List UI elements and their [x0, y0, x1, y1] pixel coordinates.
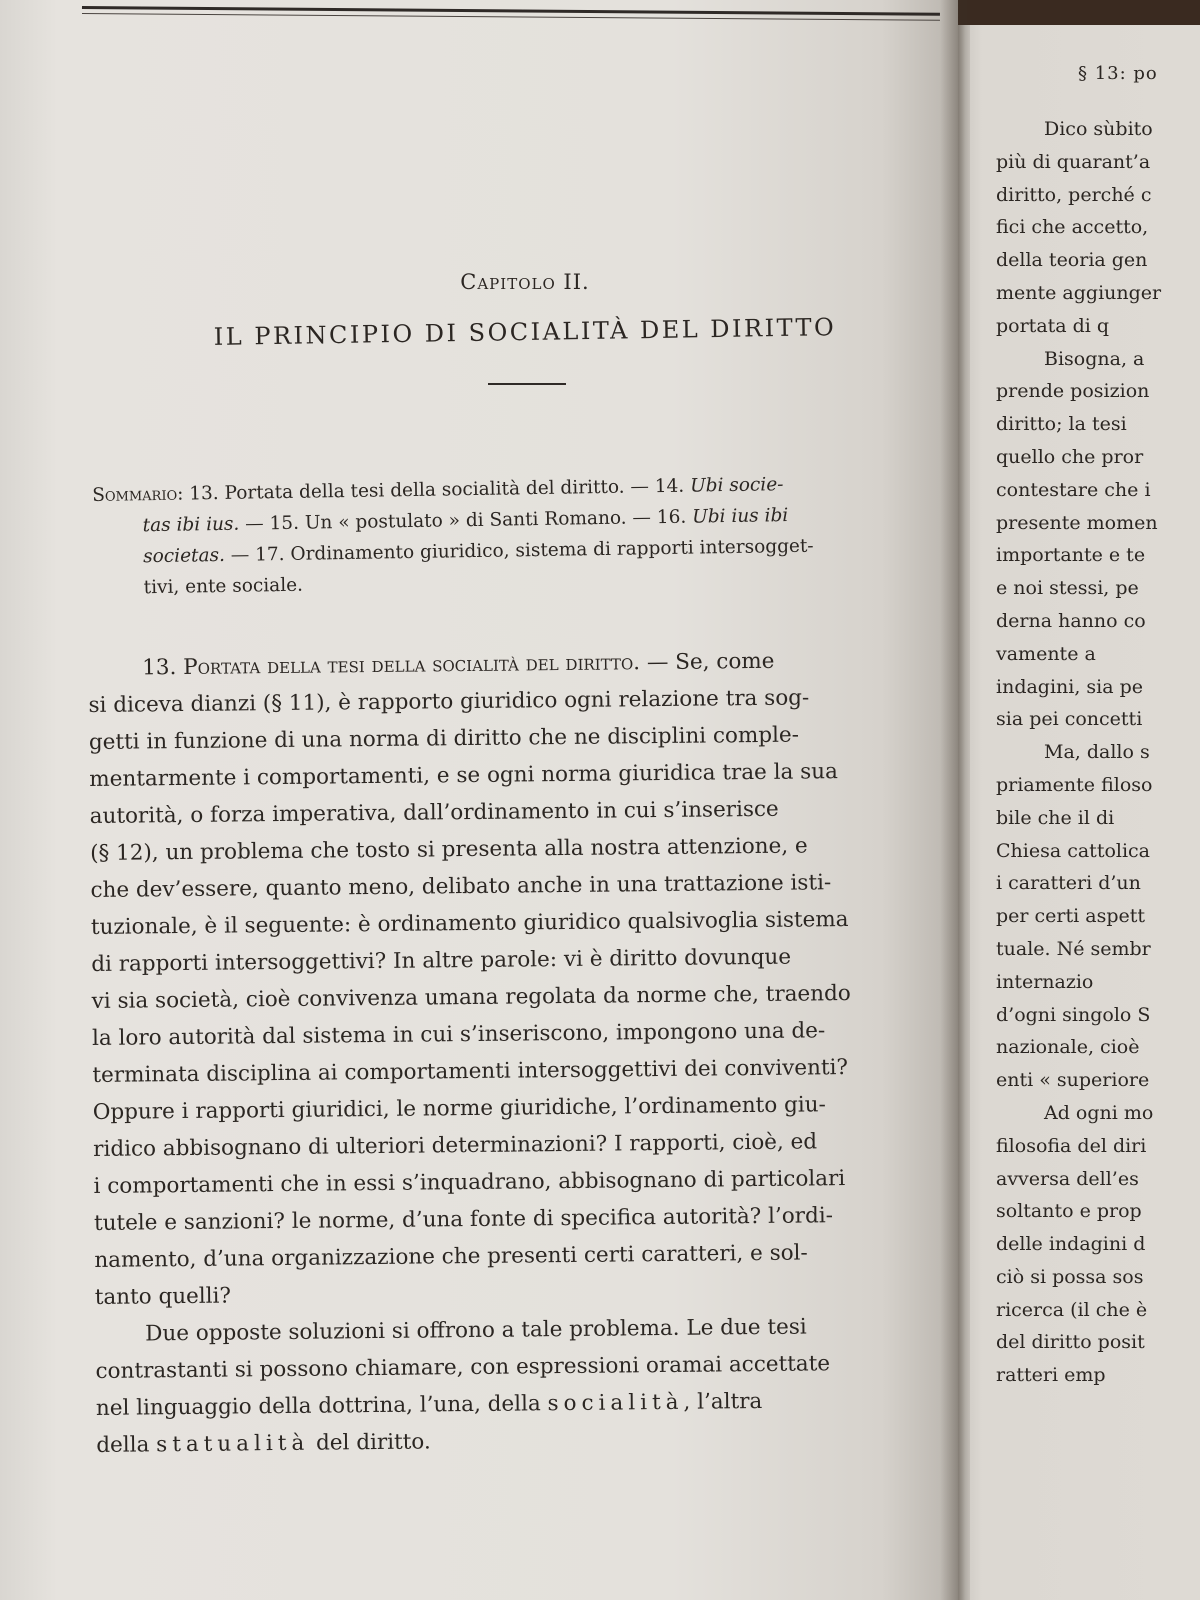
right-page-line: più di quarant’a — [996, 150, 1151, 173]
body-line: Oppure i rapporti giuridici, le norme giuridiche, l’ordinamento giu- — [92, 1092, 826, 1125]
right-page-line: fici che accetto, — [996, 216, 1149, 239]
body-text-run: — Se, come — [639, 648, 775, 676]
right-page-line: priamente filoso — [996, 773, 1153, 796]
right-page-line: portata di q — [996, 314, 1110, 337]
body-text-run: , l’altra — [683, 1388, 763, 1415]
body-line: vi sia società, cioè convivenza umana regolata da norme che, traendo — [91, 981, 851, 1014]
summary-latin: Ubi socie- — [689, 474, 784, 497]
body-line: si diceva dianzi (§ 11), è rapporto giuridico ogni relazione tra sog- — [88, 685, 810, 718]
right-page-line: indagini, sia pe — [996, 675, 1144, 698]
body-line: getti in funzione di una norma di diritto che ne disciplini comple- — [88, 722, 800, 755]
summary-label: Sommario — [92, 483, 178, 506]
summary-latin: tas ibi ius. — [142, 513, 240, 537]
right-page-line: e noi stessi, pe — [996, 577, 1139, 600]
right-page-line: mente aggiunger — [996, 281, 1162, 304]
right-page-line: i caratteri d’un — [996, 872, 1141, 895]
body-line: contrastanti si possono chiamare, con espressioni oramai accettate — [95, 1351, 831, 1384]
right-page-line: quello che pror — [996, 445, 1144, 468]
right-page-line: del diritto posit — [996, 1331, 1145, 1354]
right-page-line: sia pei concetti — [996, 708, 1143, 731]
right-page-line: presente momen — [996, 511, 1158, 534]
right-page-line: ricerca (il che è — [996, 1298, 1148, 1321]
body-line: tutele e sanzioni? le norme, d’una fonte di specifica autorità? l’ordi- — [93, 1203, 834, 1236]
body-line: (§ 12), un problema che tosto si presenta alla nostra attenzione, e — [90, 833, 808, 866]
right-page-text — [996, 113, 1200, 1392]
right-page-line: d’ogni singolo S — [996, 1003, 1151, 1026]
right-page-line: nazionale, cioè — [996, 1036, 1140, 1059]
body-text-run: nel linguaggio della dottrina, l’una, della — [95, 1391, 548, 1421]
right-page-line: bile che il di — [996, 806, 1115, 829]
body-line: autorità, o forza imperativa, dall’ordinamento in cui s’inserisce — [89, 796, 779, 829]
gutter-shadow — [940, 0, 970, 1600]
body-line: Due opposte soluzioni si offrono a tale problema. Le due tesi — [145, 1314, 807, 1347]
right-page-line: diritto, perché c — [996, 183, 1152, 206]
right-page-line: avversa dell’es — [996, 1167, 1139, 1190]
summary-latin: societas. — [143, 544, 226, 568]
chapter-title: IL PRINCIPIO DI SOCIALITÀ DEL DIRITTO — [213, 313, 837, 351]
summary-latin: Ubi ius ibi — [691, 505, 789, 528]
right-page-line: delle indagini d — [996, 1233, 1146, 1256]
right-page-line: ciò si possa sos — [996, 1265, 1144, 1288]
title-rule — [488, 383, 566, 385]
body-line: tanto quelli? — [94, 1283, 232, 1310]
body-line: tuzionale, è il seguente: è ordinamento giuridico qualsivoglia sistema — [90, 907, 849, 940]
right-page-line: contestare che i — [996, 478, 1151, 501]
right-page-line: importante e te — [996, 544, 1146, 567]
body-text — [88, 641, 956, 1464]
body-text-run: della — [96, 1432, 157, 1458]
right-page-line: soltanto e prop — [996, 1200, 1142, 1223]
right-page-line: tuale. Né sembr — [996, 937, 1151, 960]
right-page-line: per certi aspett — [996, 905, 1146, 928]
summary-text: tivi, ente sociale. — [143, 574, 304, 599]
right-page-line: internazio — [996, 970, 1094, 993]
right-page-line: Ma, dallo s — [1044, 741, 1150, 764]
body-line — [96, 1418, 956, 1464]
right-page-line: della teoria gen — [996, 249, 1148, 272]
right-page-line: ratteri emp — [996, 1364, 1106, 1387]
running-header: § 13: po — [1078, 63, 1158, 84]
body-line: ridico abbisognano di ulteriori determinazioni? I rapporti, cioè, ed — [93, 1129, 818, 1162]
spaced-term: statualità — [156, 1430, 310, 1458]
body-line: di rapporti intersoggettivi? In altre parole: vi è diritto dovunque — [91, 944, 792, 977]
right-page-line: Chiesa cattolica — [996, 839, 1151, 862]
right-page-line: Ad ogni mo — [1044, 1101, 1154, 1124]
chapter-label: Capitolo II. — [460, 270, 590, 294]
section-heading: 13. Portata della tesi della socialità del diritto. — [142, 650, 641, 681]
right-page — [958, 25, 1200, 1600]
body-line: la loro autorità dal sistema in cui s’inseriscono, impongono una de- — [91, 1018, 826, 1051]
right-page-line: Bisogna, a — [1044, 347, 1145, 370]
summary-text: : 13. Portata della tesi della socialità del diritto. — 14. — [177, 475, 691, 505]
right-page-line: enti « superiore — [996, 1069, 1150, 1092]
right-page-line: vamente a — [996, 642, 1096, 665]
right-page-line: prende posizion — [996, 380, 1150, 403]
right-page-line: derna hanno co — [996, 609, 1146, 632]
body-line: mentarmente i comportamenti, e se ogni norma giuridica trae la sua — [89, 759, 838, 792]
summary-text: — 15. Un « postulato » di Santi Romano. — 16. — [239, 506, 693, 535]
body-text-run: del diritto. — [309, 1429, 431, 1456]
right-page-line: Dico sùbito — [1044, 118, 1153, 140]
body-line: che dev’essere, quanto meno, delibato anche in una trattazione isti- — [90, 870, 832, 903]
body-line: namento, d’una organizzazione che presenti certi caratteri, e sol- — [94, 1240, 808, 1273]
right-page-line: filosofia del diri — [996, 1134, 1147, 1157]
summary-text: — 17. Ordinamento giuridico, sistema di rapporti intersogget- — [224, 535, 814, 566]
right-page-line: diritto; la tesi — [996, 413, 1127, 436]
summary-block — [92, 467, 949, 604]
body-line: i comportamenti che in essi s’inquadrano, abbisognano di particolari — [93, 1166, 846, 1199]
body-line: terminata disciplina ai comportamenti intersoggettivi dei conviventi? — [92, 1055, 849, 1088]
spaced-term: socialità — [547, 1389, 684, 1417]
